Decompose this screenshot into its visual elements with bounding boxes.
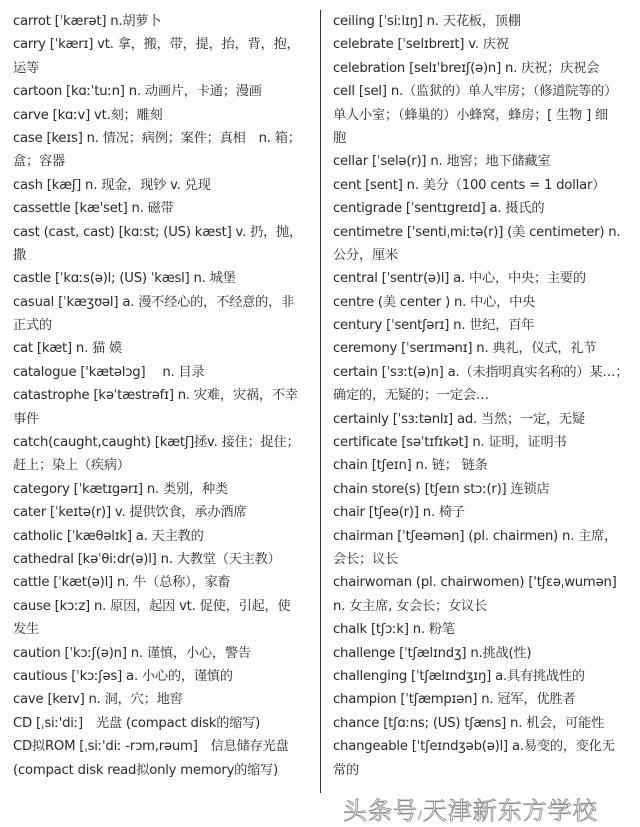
vocab-entry-line: cent [sent] n. 美分（100 cents = 1 dollar） <box>333 177 606 193</box>
vocab-entry-line: (compact disk read拟only memory的缩写) <box>13 762 279 778</box>
watermark-prefix: 头条号 <box>343 797 418 825</box>
vocab-entry-line: cause [kɔːz] n. 原因，起因 vt. 促使，引起，使 <box>13 598 291 614</box>
vocab-entry-line: cater [ˈkeɪtə(r)] v. 提供饮食，承办酒席 <box>13 505 247 521</box>
vocab-entry-line: 赶上；染上（疾病） <box>13 458 130 474</box>
vocab-entry-line: champion [ˈtʃæmpɪən] n. 冠军，优胜者 <box>333 692 576 708</box>
vocab-entry-line: cartoon [kɑːˈtuːn] n. 动画片，卡通；漫画 <box>13 84 262 100</box>
vocab-entry-line: cash [kæʃ] n. 现金，现钞 v. 兑现 <box>13 177 211 193</box>
vocab-entry-line: caution [ˈkɔːʃ(ə)n] n. 谨慎，小心，警告 <box>13 645 251 661</box>
vocab-entry-line: case [keɪs] n. 情况；病例；案件；真相 n. 箱； <box>13 130 301 146</box>
vocab-entry-line: cellar [ˈselə(r)] n. 地窖；地下储藏室 <box>333 154 551 170</box>
watermark <box>343 791 598 826</box>
vocab-entry-line: chance [tʃɑːns; (US) tʃæns] n. 机会，可能性 <box>333 715 605 731</box>
vocab-entry-line: carve [kɑːv] vt.刻；雕刻 <box>13 107 163 123</box>
vocab-entry-line: 运等 <box>13 60 39 76</box>
vocab-entry-line: changeable [ˈtʃeɪndʒəb(ə)l] a.易变的，变化无 <box>333 739 615 755</box>
vocab-entry-line: catastrophe [kəˈtæstrəfɪ] n. 灾难，灾祸，不幸 <box>13 388 298 404</box>
vocab-entry-line: 撒 <box>13 247 26 263</box>
vocab-entry-line: cattle [ˈkæt(ə)l] n. 牛（总称），家畜 <box>13 575 231 591</box>
vocab-entry-line: cassettle [kæ'set] n. 磁带 <box>13 201 174 217</box>
vocab-entry-line: cautious [ˈkɔːʃəs] a. 小心的，谨慎的 <box>13 668 233 684</box>
vocab-entry-line: catch(caught,caught) [kætʃ]拯v. 接住；捉住； <box>13 435 300 451</box>
vocab-entry-line: certainly [ˈsɜːtənlɪ] ad. 当然；一定，无疑 <box>333 411 585 427</box>
vocab-entry-line: central [ˈsentr(ə)l] a. 中心，中央；主要的 <box>333 271 586 287</box>
watermark-separator: / <box>418 809 423 822</box>
vocab-entry-line: catalogue ['kætəlɔg] n. 目录 <box>13 364 205 380</box>
vocab-entry-line: celebration [selɪˈbreɪʃ(ə)n] n. 庆祝；庆祝会 <box>333 60 600 76</box>
vocab-entry-line: cat [kæt] n. 猫 嫫 <box>13 341 123 357</box>
vocab-entry-line: n. 女主席, 女会长；女议长 <box>333 598 487 614</box>
watermark-name: 天津新东方学校 <box>422 797 598 825</box>
vocab-entry-line: 盒；容器 <box>13 154 65 170</box>
vocab-entry-line: ceiling [ˈsiːlɪŋ] n. 天花板，顶棚 <box>333 14 521 29</box>
vocab-entry-line: chairman [ˈtʃeəmən] (pl. chairmen) n. 主席， <box>333 528 618 544</box>
vocab-entry-line: challenging [ˈtʃælɪndʒɪŋ] a.具有挑战性的 <box>333 668 585 684</box>
vocab-entry-line: chain [tʃeɪn] n. 链； 链条 <box>333 458 488 474</box>
vocab-entry-line: centigrade [ˈsentɪgreɪd] a. 摄氏的 <box>333 201 545 217</box>
vocab-entry-line: certain [ˈsɜːt(ə)n] a.（未指明真实名称的）某…； <box>333 364 629 380</box>
vocab-entry-line: cell [sel] n.（监狱的）单人牢房；（修道院等的） <box>333 84 618 100</box>
vocab-entry-line: certificate [səˈtɪfɪkət] n. 证明，证明书 <box>333 435 567 451</box>
vocab-entry-line: cathedral [kəˈθiːdr(ə)l] n. 大教堂（天主教） <box>13 551 281 567</box>
vocab-entry-line: centimetre ['sentiˌmiːtə(r)] (美 centimeter) n. <box>333 224 621 240</box>
vocab-entry-line: casual [ˈkæʒʊəl] a. 漫不经心的，不经意的，非 <box>13 294 295 310</box>
vocab-entry-line: castle [ˈkɑːs(ə)l; (US) ˈkæsl] n. 城堡 <box>13 271 236 287</box>
vocab-entry-line: 胞 <box>333 130 346 146</box>
vocab-entry-line: 常的 <box>333 762 359 778</box>
vocab-entry-line: century [ˈsentʃərɪ] n. 世纪，百年 <box>333 318 535 334</box>
vocab-entry-line: centre (美 center ) n. 中心，中央 <box>333 294 536 310</box>
word-list-left-column <box>13 10 309 782</box>
vocab-entry-line: ceremony [ˈserɪmənɪ] n. 典礼，仪式，礼节 <box>333 341 597 357</box>
vocab-entry-line: chalk [tʃɔːk] n. 粉笔 <box>333 622 455 638</box>
vocab-entry-line: 事件 <box>13 411 39 427</box>
vocab-entry-line: carrot [ˈkærət] n.胡萝卜 <box>13 14 162 29</box>
vocab-entry-line: celebrate [ˈselɪbreɪt] v. 庆祝 <box>333 37 509 53</box>
vocab-entry-line: cast (cast, cast) [kɑːst; (US) kæst] v. 扔，抛， <box>13 224 303 240</box>
vocab-entry-line: CD [ˌsiː'diː] 光盘 (compact disk的缩写) <box>13 715 261 731</box>
vocab-entry-line: chairwoman (pl. chairwomen) ['tʃɛəˌwumən] <box>333 575 617 591</box>
vocab-entry-line: 公分，厘米 <box>333 247 398 263</box>
vocab-entry-line: category [ˈkætɪgərɪ] n. 类别，种类 <box>13 481 228 497</box>
vocab-entry-line: carry [ˈkærɪ] vt. 拿，搬，带，提，抬，背，抱， <box>13 37 300 53</box>
column-divider <box>320 10 321 793</box>
vocab-entry-line: 确定的，无疑的；一定会… <box>333 388 489 404</box>
vocab-entry-line: cave [keɪv] n. 洞，穴；地窖 <box>13 692 183 708</box>
vocab-entry-line: catholic [ˈkæθəlɪk] a. 天主教的 <box>13 528 204 544</box>
vocab-entry-line: CD拟ROM [ˌsiː'diː -rɔm,rəum] 信息储存光盘 <box>13 739 289 755</box>
vocab-entry-line: chair [tʃeə(r)] n. 椅子 <box>333 505 465 521</box>
vocab-entry-line: 正式的 <box>13 318 52 334</box>
vocab-entry-line: challenge [ˈtʃælɪndʒ] n.挑战(性) <box>333 645 532 661</box>
vocab-entry-line: 会长；议长 <box>333 551 398 567</box>
vocab-entry-line: 单人小室；（蜂巢的）小蜂窝，蜂房；[ 生物 ] 细 <box>333 107 609 123</box>
vocab-entry-line: 发生 <box>13 622 39 638</box>
word-list-right-column <box>333 10 629 782</box>
vocab-entry-line: chain store(s) [tʃeɪn stɔː(r)] 连锁店 <box>333 481 550 497</box>
